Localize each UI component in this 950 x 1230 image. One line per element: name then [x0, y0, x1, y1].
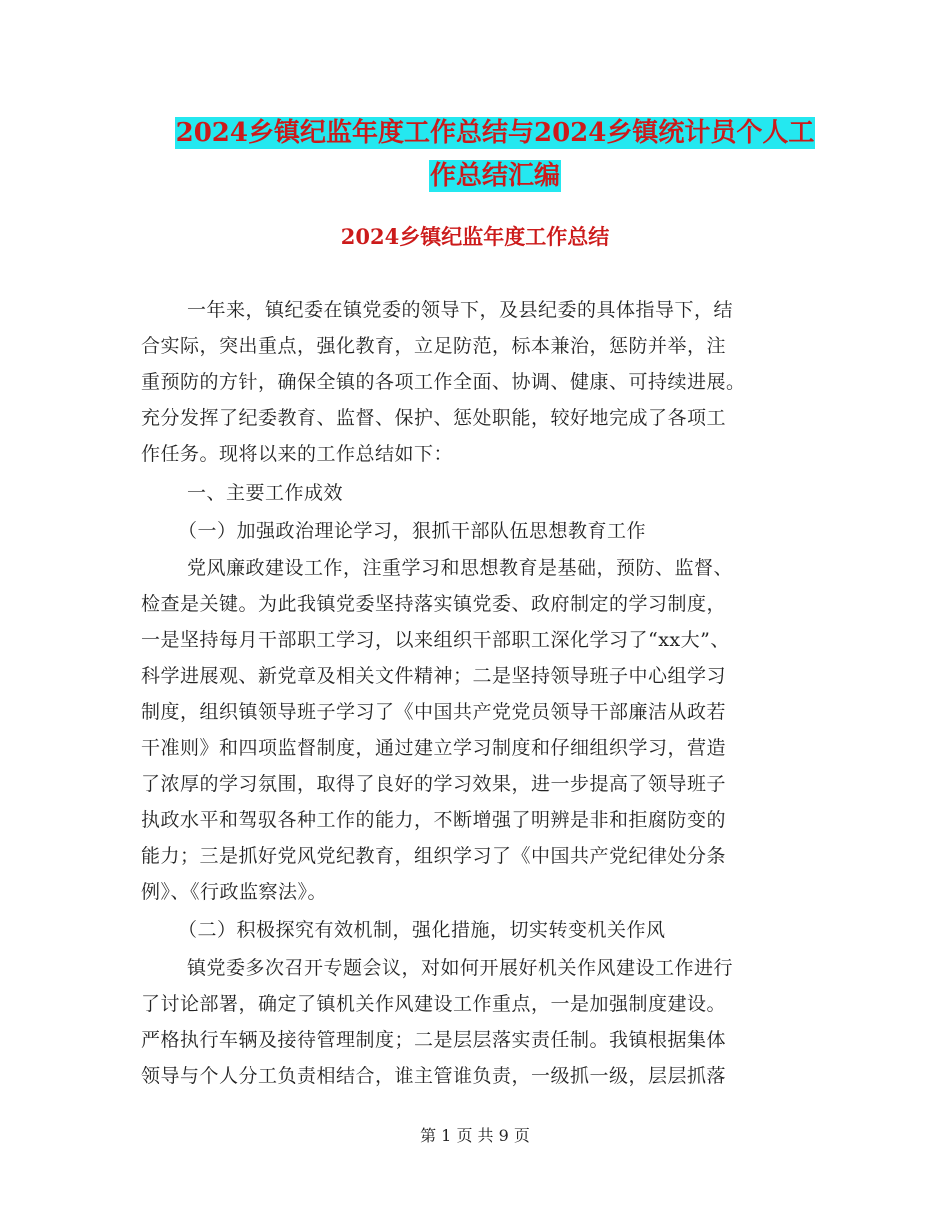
body-line: 合实际，突出重点，强化教育，立足防范，标本兼治，惩防并举，注 — [141, 335, 727, 357]
body-line: 一年来，镇纪委在镇党委的领导下，及县纪委的具体指导下，结 — [187, 299, 734, 321]
body-line: 制度，组织镇领导班子学习了《中国共产党党员领导干部廉洁从政若 — [141, 701, 727, 723]
body-line: 严格执行车辆及接待管理制度；二是层层落实责任制。我镇根据集体 — [141, 1029, 727, 1051]
body-line: 能力；三是抓好党风党纪教育，组织学习了《中国共产党纪律处分条 — [141, 845, 727, 867]
body-line: 检查是关键。为此我镇党委坚持落实镇党委、政府制定的学习制度， — [141, 593, 727, 615]
body-line: 干准则》和四项监督制度，通过建立学习制度和仔细组织学习，营造 — [141, 737, 727, 759]
body-line: 了浓厚的学习氛围，取得了良好的学习效果，进一步提高了领导班子 — [141, 773, 727, 795]
body-line: 科学进展观、新党章及相关文件精神；二是坚持领导班子中心组学习 — [141, 665, 727, 687]
page-footer: 第 1 页 共 9 页 — [420, 1126, 530, 1145]
body-line: 执政水平和驾驭各种工作的能力，不断增强了明辨是非和拒腐防变的 — [141, 809, 727, 831]
section-heading: 一、主要工作成效 — [187, 482, 344, 504]
body-line: 党风廉政建设工作，注重学习和思想教育是基础，预防、监督、 — [187, 557, 734, 579]
body-line: 一是坚持每月干部职工学习，以来组织干部职工深化学习了“xx大”、 — [141, 629, 730, 651]
document-title-line-2 — [100, 157, 890, 195]
body-line: 镇党委多次召开专题会议，对如何开展好机关作风建设工作进行 — [187, 957, 734, 979]
body-line: 重预防的方针，确保全镇的各项工作全面、协调、健康、可持续进展。 — [141, 371, 746, 393]
subsection-heading: （一）加强政治理论学习，狠抓干部队伍思想教育工作 — [178, 520, 647, 542]
section-title: 2024乡镇纪监年度工作总结 — [340, 224, 610, 249]
body-line: 作任务。现将以来的工作总结如下： — [141, 443, 454, 465]
document-title-text-1: 2024乡镇纪监年度工作总结与2024乡镇统计员个人工 — [175, 118, 815, 148]
body-line: 充分发挥了纪委教育、监督、保护、惩处职能，较好地完成了各项工 — [141, 407, 727, 429]
body-line: 例》、《行政监察法》。 — [141, 881, 328, 903]
body-line: 了讨论部署，确定了镇机关作风建设工作重点，一是加强制度建设。 — [141, 993, 727, 1015]
subsection-heading: （二）积极探究有效机制，强化措施，切实转变机关作风 — [178, 919, 666, 941]
document-title-line-1 — [100, 114, 890, 152]
body-line: 领导与个人分工负责相结合，谁主管谁负责，一级抓一级，层层抓落 — [141, 1065, 727, 1087]
document-title-text-2: 作总结汇编 — [429, 161, 560, 191]
